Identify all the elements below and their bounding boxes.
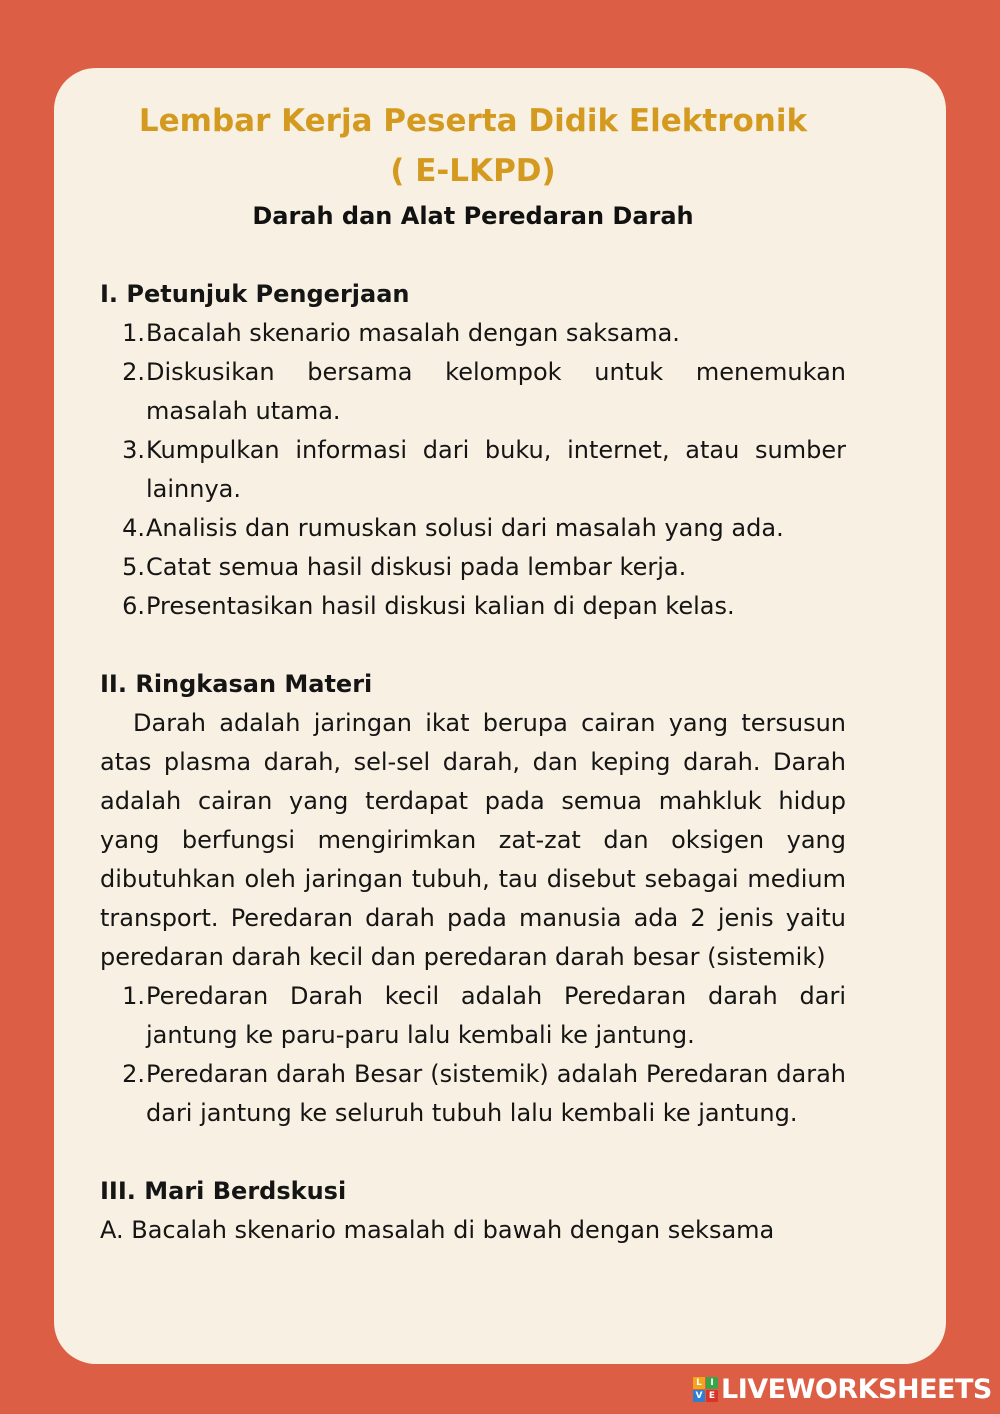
worksheet-card: [54, 68, 946, 1364]
list-item: 6. Presentasikan hasil diskusi kalian di depan kelas.: [122, 592, 735, 620]
logo-grid-icon: L I V E: [693, 1377, 718, 1402]
list-item: 1. Peredaran Darah kecil adalah Peredaran darah dari jantung ke paru-paru lalu kembali ke jantung.: [122, 982, 846, 1049]
liveworksheets-logo: [693, 1372, 992, 1406]
instructions-list: [100, 314, 846, 626]
subtitle: Darah dan Alat Peredaran Darah: [252, 202, 694, 230]
list-item: 4. Analisis dan rumuskan solusi dari masalah yang ada.: [122, 514, 784, 542]
circulation-list: [100, 977, 846, 1133]
list-item: 3. Kumpulkan informasi dari buku, internet, atau sumber lainnya.: [122, 436, 846, 503]
section-3-text: A. Bacalah skenario masalah di bawah dengan seksama: [100, 1216, 775, 1244]
list-item: 2. Diskusikan bersama kelompok untuk menemukan masalah utama.: [122, 358, 846, 425]
brand-text: LIVEWORKSHEETS: [721, 1373, 992, 1405]
section-2-heading: II. Ringkasan Materi: [100, 670, 373, 698]
title-line-2: ( E-LKPD): [390, 153, 556, 189]
section-3-heading: III. Mari Berdskusi: [100, 1177, 347, 1205]
worksheet-content: [100, 236, 846, 1250]
list-item: 2. Peredaran darah Besar (sistemik) adalah Peredaran darah dari jantung ke seluruh tubuh lalu kembali ke jantung.: [122, 1060, 846, 1127]
section-1-heading: I. Petunjuk Pengerjaan: [100, 280, 410, 308]
title-line-1: Lembar Kerja Peserta Didik Elektronik: [138, 103, 808, 139]
list-item: 5. Catat semua hasil diskusi pada lembar kerja.: [122, 553, 687, 581]
list-item: 1. Bacalah skenario masalah dengan saksama.: [122, 319, 680, 347]
summary-paragraph: Darah adalah jaringan ikat berupa cairan yang tersusun atas plasma darah, sel-sel darah, dan keping darah. Darah adalah cairan yang terdapat pada semua mahkluk hidup yang berfungsi mengirimkan zat-zat dan oksigen yang dibutuhkan oleh jaringan tubuh, tau disebut sebagai medium transport. Peredaran darah pada manusia ada 2 jenis yaitu peredaran darah kecil dan peredaran darah besar (sistemik): [100, 709, 846, 971]
